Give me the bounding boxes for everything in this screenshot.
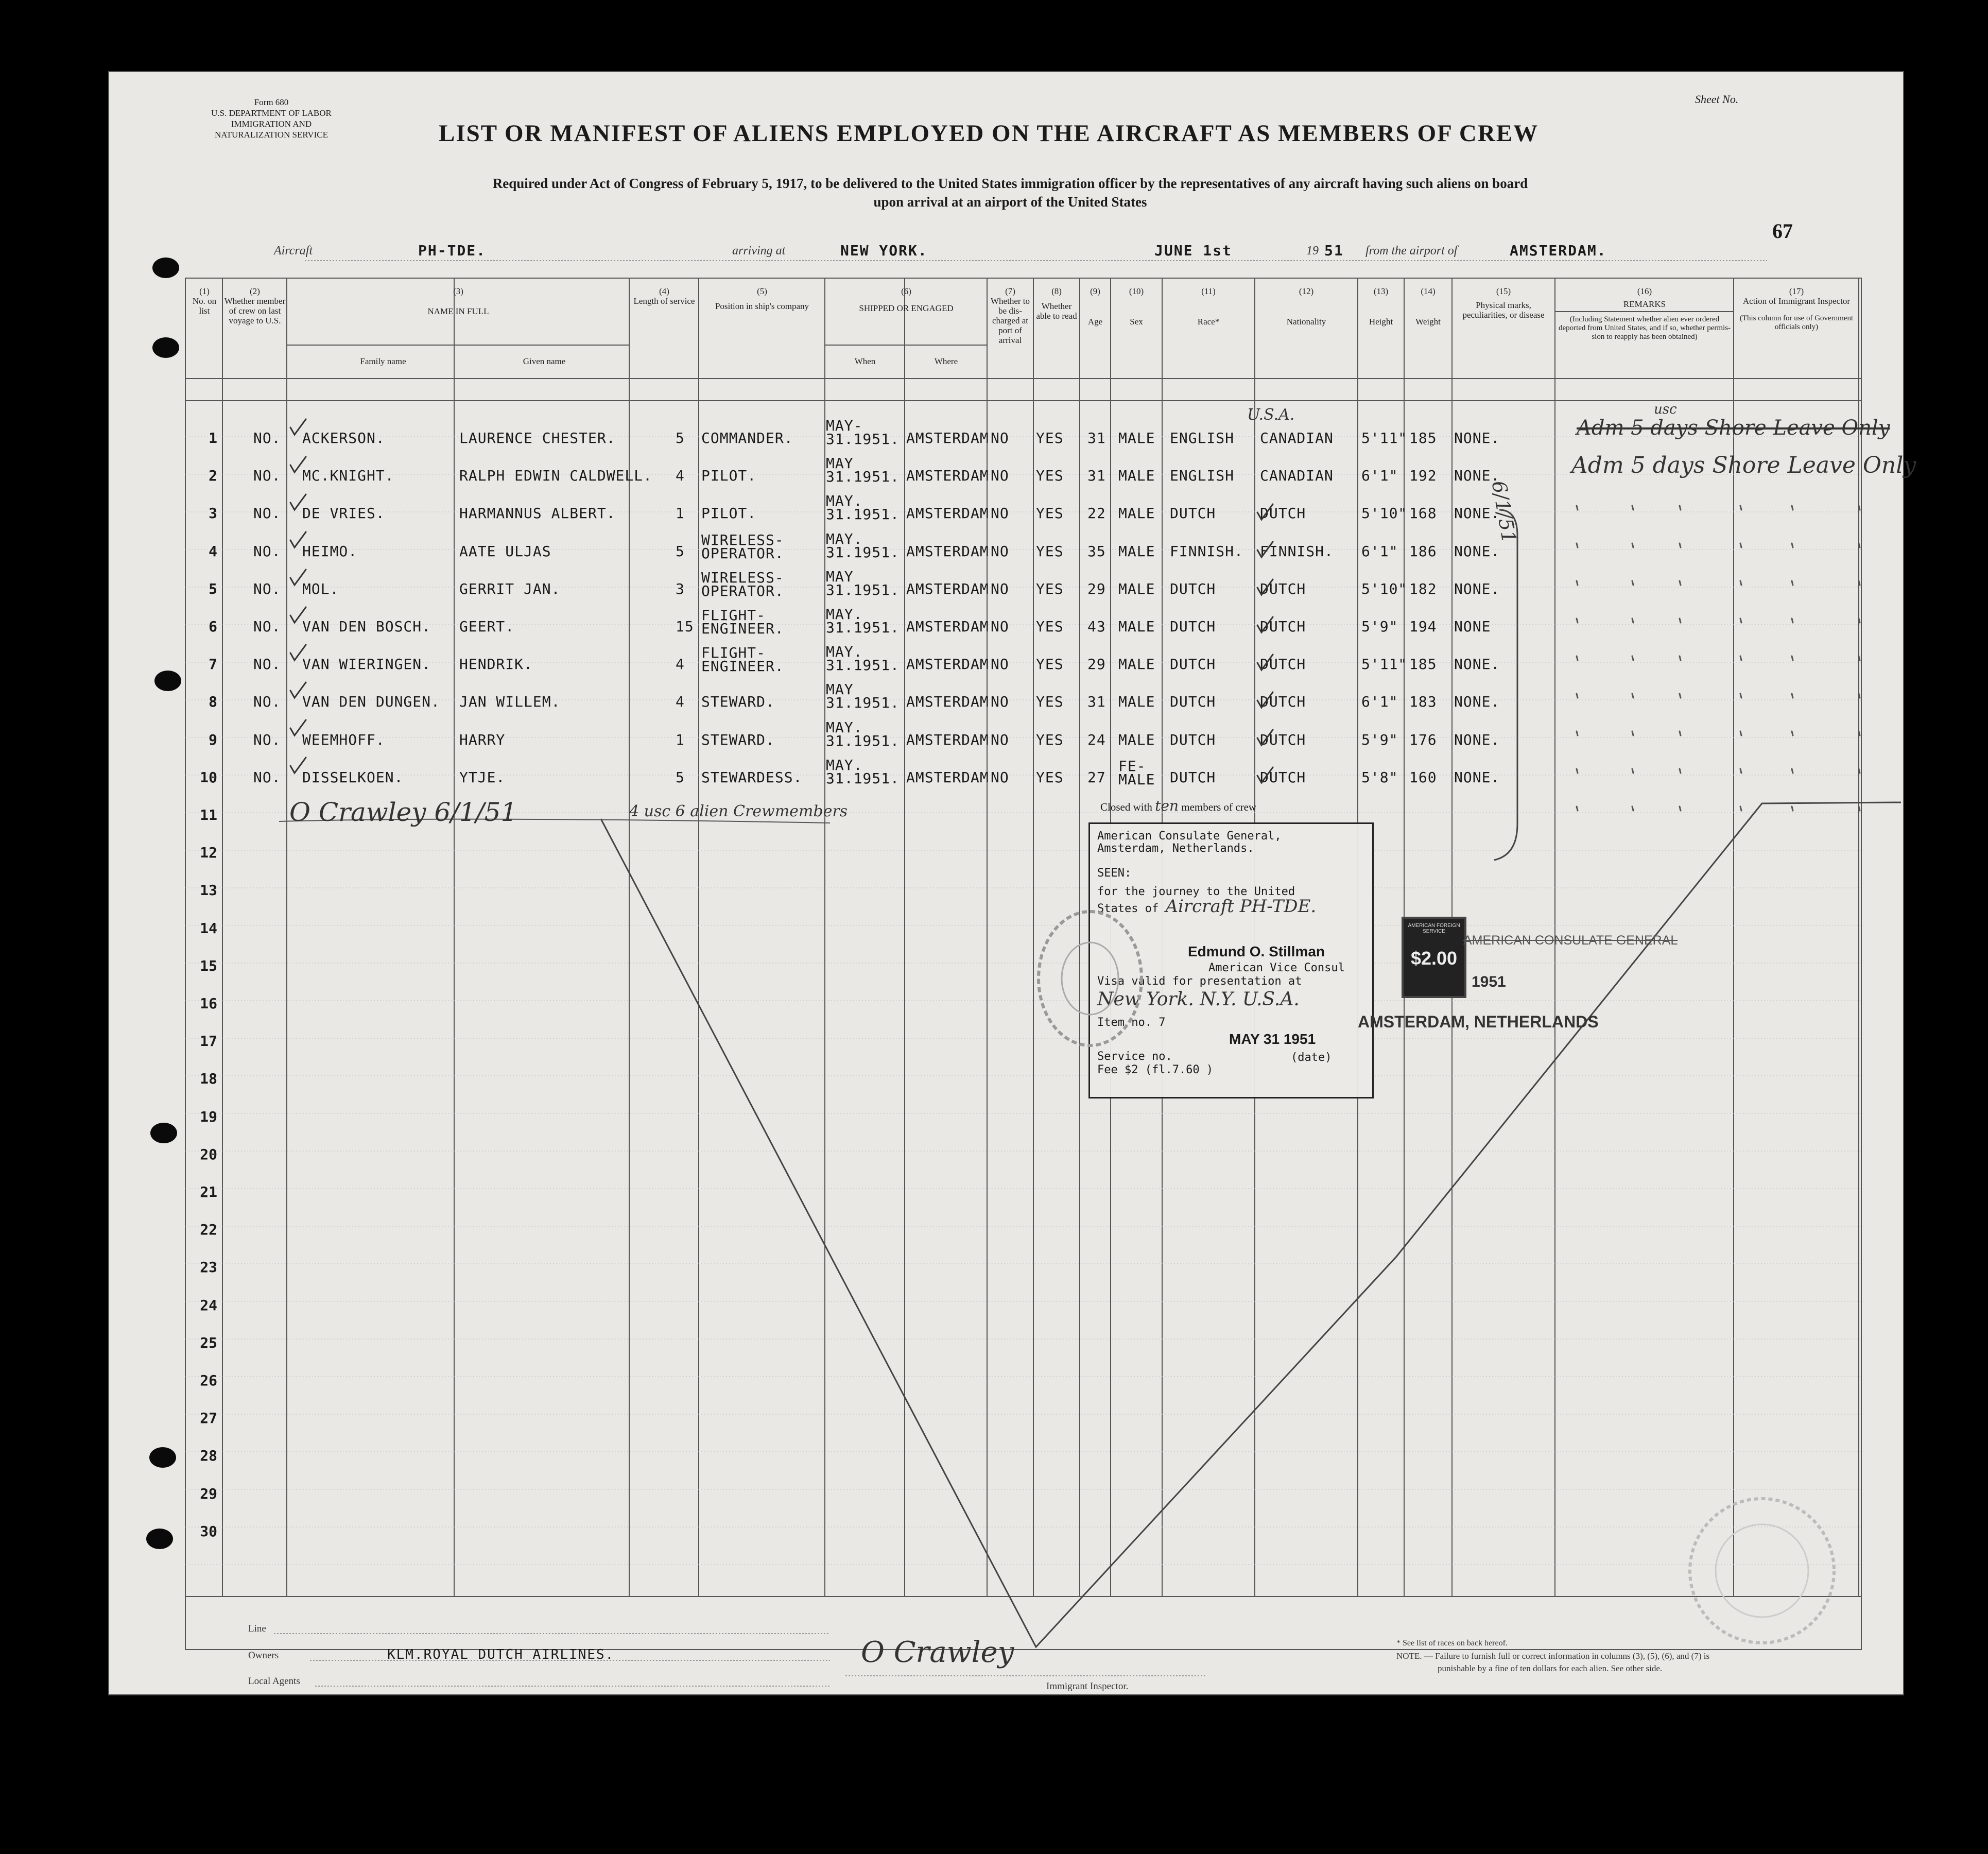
cell-weight: 168 [1409,505,1437,522]
cell-weight: 185 [1409,656,1437,673]
action-subheader: (This column for use of Government officials only) [1739,314,1854,331]
when-date: 31.1951. [826,431,900,448]
cell-weight: 183 [1409,693,1437,711]
cell-able-to-read: YES [1036,731,1064,748]
binder-hole [150,1123,177,1143]
col-5-header: (5) Position in ship's company [715,286,809,311]
cell-height: 5'9" [1361,731,1398,748]
cell-place-engaged: AMSTERDAM [906,430,989,447]
cell-height: 5'10" [1361,505,1408,522]
year-prefix: 19 [1306,244,1319,258]
cell-length-of-service: 5 [676,542,685,560]
cell-length-of-service: 5 [676,768,685,786]
item-number: Item no. 7 [1097,1016,1166,1029]
cell-race: DUTCH [1170,505,1216,522]
owners-value: KLM.ROYAL DUTCH AIRLINES. [387,1647,615,1662]
row-number: 24 [200,1296,217,1314]
cell-family-name: ACKERSON. [302,430,385,447]
cell-length-of-service: 5 [676,430,685,447]
cell-nationality: DUTCH [1260,693,1306,711]
cell-given-name: HENDRIK. [459,656,533,673]
footer-lines [109,72,1903,1694]
handwritten-usc-note: usc [1654,402,1677,417]
cell-physical-marks: NONE. [1454,731,1500,748]
cell-race: DUTCH [1170,580,1216,597]
cell-physical-marks: NONE. [1454,693,1500,711]
row-number: 21 [200,1183,217,1200]
cell-weight: 176 [1409,731,1437,748]
cell-age: 22 [1087,505,1106,522]
cell-height: 5'8" [1361,768,1398,786]
cell-length-of-service: 1 [676,505,685,522]
arriving-label: arriving at [732,244,786,258]
cell-given-name: YTJE. [459,768,506,786]
page-title: LIST OR MANIFEST OF ALIENS EMPLOYED ON THE AIRCRAFT AS MEMBERS OF CREW [439,120,1539,147]
cell-place-engaged: AMSTERDAM [906,656,989,673]
cell-no-previous-voyage: NO. [253,542,281,560]
cell-able-to-read: YES [1036,467,1064,485]
stamp-date-label: (date) [1291,1051,1332,1064]
line-label: Line [248,1623,266,1634]
when-date: 31.1951. [826,468,900,486]
date-value: JUNE 1st [1154,242,1232,259]
row-number: 9 [209,731,217,748]
binder-hole [152,337,179,358]
col-9-header: (9) Age [1087,286,1103,327]
visa-destination: New York. N.Y. U.S.A. [1097,989,1300,1010]
from-value: AMSTERDAM. [1510,242,1607,259]
row-number: 16 [200,995,217,1012]
cell-physical-marks: NONE. [1454,467,1500,485]
row-number: 20 [200,1145,217,1163]
seen-label: SEEN: [1097,867,1132,880]
row-number: 2 [209,467,217,485]
cell-nationality: DUTCH [1260,731,1306,748]
cell-physical-marks: NONE. [1454,542,1500,560]
cell-height: 6'1" [1361,693,1398,711]
cell-length-of-service: 15 [676,618,694,635]
cell-race: DUTCH [1170,656,1216,673]
cell-physical-marks: NONE. [1454,768,1500,786]
row-number: 12 [200,844,217,862]
penalty-note-1: NOTE. — Failure to furnish full or correct information in columns (3), (5), (6), and (7) is [1396,1651,1710,1661]
cell-nationality: DUTCH [1260,656,1306,673]
cell-position: STEWARD. [701,693,775,711]
cell-able-to-read: YES [1036,768,1064,786]
cell-sex: MALE [1118,656,1155,673]
cell-family-name: DISSELKOEN. [302,768,404,786]
cell-place-engaged: AMSTERDAM [906,731,989,748]
col-13-header: (13) Height [1369,286,1393,327]
row-number: 8 [209,693,217,711]
when-month: MAY. [826,718,863,736]
cell-weight: 192 [1409,467,1437,485]
cell-place-engaged: AMSTERDAM [906,580,989,597]
service-name: IMMIGRATION AND NATURALIZATION SERVICE [214,119,329,140]
row-number: 25 [200,1334,217,1351]
row-number: 1 [209,430,217,447]
row-number: 17 [200,1033,217,1050]
row-number: 3 [209,505,217,522]
when-date: 31.1951. [826,581,900,598]
fee-line: Fee $2 (fl.7.60 ) [1097,1063,1214,1076]
when-date: 31.1951. [826,543,900,561]
cell-physical-marks: NONE. [1454,656,1500,673]
cell-weight: 182 [1409,580,1437,597]
inspector-signature-row11: O Crawley 6/1/51 [289,797,517,827]
col-2-header: (2) Whether member of crew on last voyage to U.S. [224,286,286,325]
owners-label: Owners [248,1650,279,1661]
cell-position: COMMANDER. [701,430,793,447]
from-label: from the airport of [1365,244,1458,258]
col-15-header: (15) Physical marks, peculiarities, or disease [1462,286,1545,320]
cell-able-to-read: YES [1036,505,1064,522]
col-6-header: (6) SHIPPED OR ENGAGED [859,286,954,313]
aircraft-label: Aircraft [274,244,313,258]
department-name: U.S. DEPARTMENT OF LABOR [211,108,332,118]
when-month: MAY. [826,606,863,623]
cell-nationality: CANADIAN [1260,430,1334,447]
row-number: 28 [200,1447,217,1465]
cell-discharged: NO [991,542,1009,560]
closed-with-line: Closed with ten members of crew [1100,797,1257,814]
handwritten-date-side: 6/1/51 [1487,479,1521,545]
cell-race: DUTCH [1170,618,1216,635]
cell-physical-marks: NONE [1454,618,1491,635]
row-number: 7 [209,656,217,673]
visa-valid-line: Visa valid for presentation at [1097,975,1302,988]
when-date: 31.1951. [826,732,900,749]
cell-position: FLIGHT- ENGINEER. [701,644,784,675]
cell-nationality: DUTCH [1260,580,1306,597]
cell-given-name: HARRY [459,731,506,748]
cell-family-name: VAN WIERINGEN. [302,656,431,673]
cell-place-engaged: AMSTERDAM [906,467,989,485]
cell-nationality: DUTCH [1260,505,1306,522]
consulate-general-stamp: AMERICAN CONSULATE GENERAL [1463,933,1678,948]
cell-place-engaged: AMSTERDAM [906,542,989,560]
cell-weight: 160 [1409,768,1437,786]
cell-nationality: DUTCH [1260,768,1306,786]
binder-hole [154,671,181,691]
cell-race: ENGLISH [1170,467,1235,485]
row-number: 13 [200,882,217,899]
cell-length-of-service: 1 [676,731,685,748]
cell-position: STEWARD. [701,731,775,748]
penalty-note-2: punishable by a fine of ten dollars for each alien. See other side. [1438,1663,1663,1673]
cell-nationality: DUTCH [1260,618,1306,635]
binder-hole [149,1447,176,1468]
cell-sex: MALE [1118,542,1155,560]
cell-family-name: VAN DEN BOSCH. [302,618,431,635]
cell-sex: MALE [1118,580,1155,597]
cell-discharged: NO [991,505,1009,522]
cell-age: 31 [1087,693,1106,711]
cell-discharged: NO [991,693,1009,711]
consulate-stamp-city: AMSTERDAM, NETHERLANDS [1358,1012,1599,1031]
row-number: 30 [200,1522,217,1540]
manifest-sheet [109,72,1916,1694]
row-number: 26 [200,1372,217,1389]
cell-discharged: NO [991,467,1009,485]
cell-family-name: HEIMO. [302,542,358,560]
cell-position: WIRELESS- OPERATOR. [701,531,784,562]
col-1-header: (1) No. on list [192,286,217,316]
cell-length-of-service: 3 [676,580,685,597]
cell-position: WIRELESS- OPERATOR. [701,569,784,599]
cell-place-engaged: AMSTERDAM [906,618,989,635]
cell-physical-marks: NONE. [1454,505,1500,522]
handwritten-usa-note: U.S.A. [1247,406,1295,424]
cell-no-previous-voyage: NO. [253,430,281,447]
cell-able-to-read: YES [1036,693,1064,711]
inspector-label: Immigrant Inspector. [1046,1681,1129,1692]
cell-race: DUTCH [1170,693,1216,711]
cell-sex: MALE [1118,731,1155,748]
cell-sex: MALE [1118,505,1155,522]
handwritten-remark-2: Adm 5 days Shore Leave Only [1571,452,1916,478]
cell-position: FLIGHT- ENGINEER. [701,607,784,637]
row-number: 11 [200,806,217,823]
inspector-signature: O Crawley [861,1636,1014,1669]
cell-discharged: NO [991,618,1009,635]
cell-sex: MALE [1118,693,1155,711]
cell-length-of-service: 4 [676,467,685,485]
arriving-value: NEW YORK. [840,242,928,259]
cell-height: 5'10" [1361,580,1408,597]
cell-height: 6'1" [1361,467,1398,485]
row-number: 6 [209,618,217,635]
cell-weight: 185 [1409,430,1437,447]
row-number: 23 [200,1259,217,1276]
cell-given-name: LAURENCE CHESTER. [459,430,616,447]
cell-given-name: GERRIT JAN. [459,580,561,597]
when-date: 31.1951. [826,506,900,523]
row-number: 4 [209,542,217,560]
when-date: 31.1951. [826,694,900,712]
given-name-header: Given name [523,356,566,366]
col-11-header: (11) Race* [1197,286,1220,327]
when-date: 31.1951. [826,619,900,636]
cell-place-engaged: AMSTERDAM [906,768,989,786]
cell-given-name: AATE ULJAS [459,542,551,560]
cell-length-of-service: 4 [676,656,685,673]
alien-count-note: 4 usc 6 alien Crewmembers [629,802,848,820]
remarks-subheader: (Including Statement whether alien ever ordered deported from United States, and if so, whether permis-sion to reapply has been obtained) [1558,315,1731,341]
cell-nationality: FINNISH. [1260,542,1334,560]
cell-age: 43 [1087,618,1106,635]
cell-no-previous-voyage: NO. [253,693,281,711]
col-3-header: (3) NAME IN FULL [427,286,489,316]
when-header: When [854,356,876,366]
col-7-header: (7) Whether to be dis-charged at port of arrival [991,286,1030,345]
when-month: MAY. [826,643,863,661]
cell-age: 27 [1087,768,1106,786]
col-8-header: (8) Whether able to read [1036,286,1077,321]
form-number: Form 680 [254,97,289,107]
cell-position: STEWARDESS. [701,768,803,786]
cell-height: 5'11" [1361,430,1408,447]
cell-family-name: DE VRIES. [302,505,385,522]
cell-race: ENGLISH [1170,430,1235,447]
when-date: 31.1951. [826,657,900,674]
cell-age: 29 [1087,580,1106,597]
cell-age: 31 [1087,430,1106,447]
cell-no-previous-voyage: NO. [253,618,281,635]
cell-sex: FE- MALE [1118,757,1155,788]
cell-position: PILOT. [701,505,757,522]
row-number: 27 [200,1410,217,1427]
cell-sex: MALE [1118,467,1155,485]
col-17-header: (17) Action of Immigrant Inspector [1742,286,1851,306]
cell-age: 29 [1087,656,1106,673]
where-header: Where [934,356,958,366]
subtitle-line-1: Required under Act of Congress of February 5, 1917, to be delivered to the United States immigration officer by the representatives of any aircraft having such aliens on board [492,176,1528,191]
cell-family-name: VAN DEN DUNGEN. [302,693,440,711]
cell-discharged: NO [991,430,1009,447]
cell-sex: MALE [1118,618,1155,635]
when-month: MAY [826,568,854,585]
cell-family-name: MC.KNIGHT. [302,467,394,485]
when-month: MAY. [826,756,863,774]
cell-given-name: RALPH EDWIN CALDWELL. [459,467,653,485]
when-month: MAY [826,681,854,698]
handwritten-remark-1: Adm 5 days Shore Leave Only [1577,416,1890,440]
cell-sex: MALE [1118,430,1155,447]
cell-discharged: NO [991,731,1009,748]
cell-race: FINNISH. [1170,542,1243,560]
when-month: MAY- [826,417,863,434]
cell-able-to-read: YES [1036,542,1064,560]
cell-weight: 194 [1409,618,1437,635]
races-note: * See list of races on back hereof. [1396,1639,1508,1647]
cell-age: 31 [1087,467,1106,485]
journey-line: for the journey to the United [1097,885,1295,898]
cell-height: 6'1" [1361,542,1398,560]
cell-discharged: NO [991,580,1009,597]
states-line: States of Aircraft PH-TDE. [1097,896,1317,917]
consul-title: American Vice Consul [1208,962,1345,974]
cell-no-previous-voyage: NO. [253,505,281,522]
local-agents-label: Local Agents [248,1676,300,1687]
consulate-line-1: American Consulate General, [1097,830,1282,843]
cell-no-previous-voyage: NO. [253,731,281,748]
cell-discharged: NO [991,768,1009,786]
cell-place-engaged: AMSTERDAM [906,693,989,711]
cell-race: DUTCH [1170,768,1216,786]
row-number: 18 [200,1070,217,1088]
revenue-stamp: AMERICAN FOREIGN SERVICE $2.00 [1402,917,1466,998]
col-16-header: (16) REMARKS [1623,286,1666,309]
cell-age: 24 [1087,731,1106,748]
cell-weight: 186 [1409,542,1437,560]
cell-discharged: NO [991,656,1009,673]
row-number: 10 [200,768,217,786]
cell-length-of-service: 4 [676,693,685,711]
cell-family-name: WEEMHOFF. [302,731,385,748]
cell-no-previous-voyage: NO. [253,467,281,485]
cell-no-previous-voyage: NO. [253,656,281,673]
family-name-header: Family name [360,356,406,366]
cell-nationality: CANADIAN [1260,467,1334,485]
year-value: 51 [1324,242,1344,259]
row-number: 14 [200,919,217,937]
cell-given-name: JAN WILLEM. [459,693,561,711]
when-month: MAY [826,455,854,472]
when-month: MAY. [826,530,863,547]
cell-given-name: GEERT. [459,618,515,635]
consulate-line-2: Amsterdam, Netherlands. [1097,842,1254,855]
cell-place-engaged: AMSTERDAM [906,505,989,522]
cell-height: 5'11" [1361,656,1408,673]
cell-physical-marks: NONE. [1454,580,1500,597]
page-number: 67 [1772,219,1793,243]
when-date: 31.1951. [826,769,900,787]
binder-hole [152,258,179,278]
binder-hole [146,1529,173,1549]
consul-name: Edmund O. Stillman [1188,943,1325,959]
cell-no-previous-voyage: NO. [253,580,281,597]
cell-able-to-read: YES [1036,618,1064,635]
sheet-number-label: Sheet No. [1695,93,1739,106]
col-10-header: (10) Sex [1129,286,1144,327]
col-12-header: (12) Nationality [1286,286,1326,327]
row-number: 15 [200,957,217,974]
aircraft-value: PH-TDE. [418,242,487,259]
col-14-header: (14) Weight [1415,286,1441,327]
consulate-stamp-year: 1951 [1472,973,1506,990]
cell-no-previous-voyage: NO. [253,768,281,786]
cell-given-name: HARMANNUS ALBERT. [459,505,616,522]
cell-position: PILOT. [701,467,757,485]
row-number: 22 [200,1221,217,1239]
cell-able-to-read: YES [1036,430,1064,447]
col-4-header: (4) Length of service [633,286,695,306]
cell-able-to-read: YES [1036,580,1064,597]
cell-race: DUTCH [1170,731,1216,748]
cell-age: 35 [1087,542,1106,560]
subtitle-line-2: upon arrival at an airport of the United States [873,194,1147,210]
service-number: Service no. [1097,1050,1172,1063]
row-number: 29 [200,1485,217,1502]
row-number: 5 [209,580,217,597]
cell-height: 5'9" [1361,618,1398,635]
row-number: 19 [200,1108,217,1125]
cell-family-name: MOL. [302,580,339,597]
cell-able-to-read: YES [1036,656,1064,673]
cell-physical-marks: NONE. [1454,430,1500,447]
when-month: MAY. [826,492,863,510]
stamp-date: MAY 31 1951 [1229,1031,1316,1047]
